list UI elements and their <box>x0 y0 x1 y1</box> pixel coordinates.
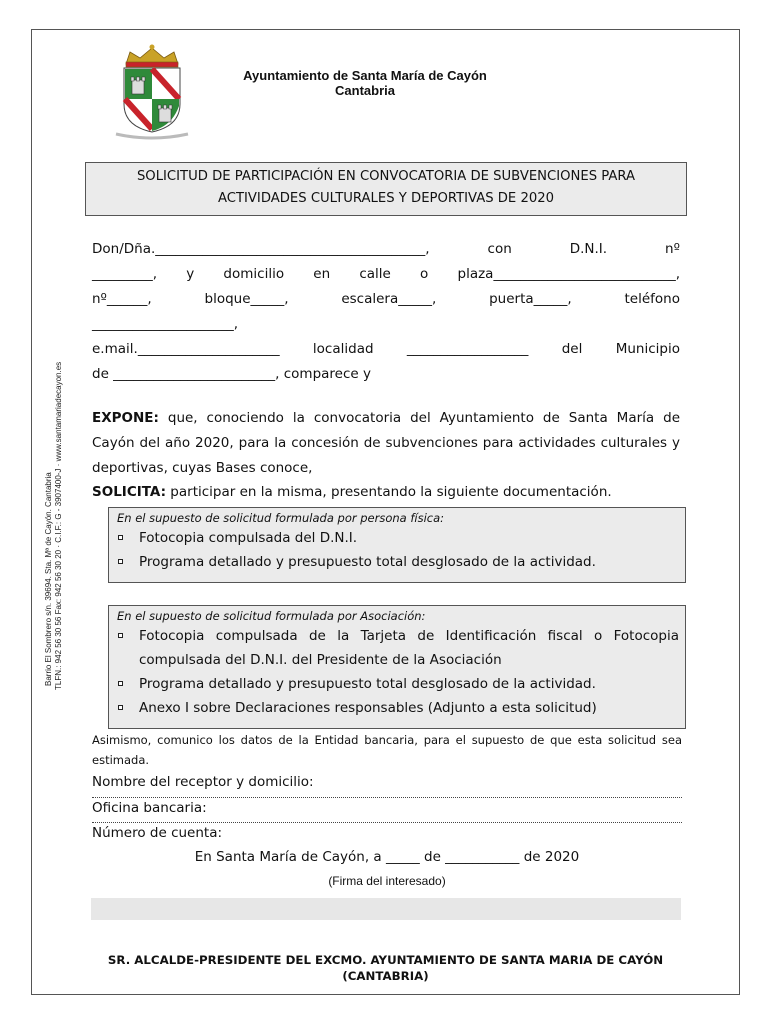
applicant-section <box>92 237 680 387</box>
bank-intro: Asimismo, comunico los datos de la Entidad bancaria, para el supuesto de que esta solicitud sea estimada. <box>92 733 682 767</box>
list-item <box>109 696 685 720</box>
list-item <box>109 624 685 672</box>
side-contact-line2: TLFN.: 942 56 30 56 Fax: 942 56 30 20 · C.I.F.: G - 3907400-J · www.santamariadecayon.es <box>54 361 63 690</box>
list-item-label-continued: compulsada del D.N.I. del Presidente de la Asociación <box>139 652 502 668</box>
list-item <box>109 526 685 550</box>
locality-field[interactable]: __________________ <box>406 341 529 357</box>
text-token: y <box>186 266 195 282</box>
number-field[interactable]: nº______, <box>92 291 152 307</box>
association-heading: En el supuesto de solicitud formulada por Asociación: <box>117 609 426 623</box>
text-token: con <box>487 241 512 257</box>
phone-field[interactable]: _____________________, <box>92 316 239 332</box>
municipality-field[interactable]: de ________________________, comparece y <box>92 366 371 382</box>
solicita-text: participar en la misma, presentando la siguiente documentación. <box>166 484 612 500</box>
expone-text: que, conociendo la convocatoria del Ayuntamiento de Santa María de Cayón del año 2020, para la concesión de subvenciones para actividades culturales y deportivas, cuyas Bases conoce, <box>92 410 680 476</box>
account-number-field[interactable]: Número de cuenta: <box>92 825 223 841</box>
association-box <box>108 605 686 729</box>
physical-person-heading: En el supuesto de solicitud formulada por persona física: <box>117 511 445 525</box>
organization-name: Ayuntamiento de Santa María de Cayón <box>243 68 487 83</box>
form-title-line1: SOLICITUD DE PARTICIPACIÓN EN CONVOCATORIA DE SUBVENCIONES PARA <box>136 169 636 184</box>
text-token: calle <box>359 266 391 282</box>
text-token: en <box>313 266 331 282</box>
text-token: Municipio <box>615 341 680 357</box>
applicant-line-3 <box>92 287 680 312</box>
list-item <box>109 550 685 574</box>
text-token: nº <box>665 241 680 257</box>
checkbox-icon[interactable] <box>118 559 123 564</box>
list-item-label: Programa detallado y presupuesto total desglosado de la actividad. <box>139 554 596 570</box>
checkbox-icon[interactable] <box>118 705 123 710</box>
list-item-label: Anexo I sobre Declaraciones responsables (Adjunto a esta solicitud) <box>139 700 597 716</box>
signature-caption: (Firma del interesado) <box>328 874 446 888</box>
checkbox-icon[interactable] <box>118 535 123 540</box>
recipient-line1: SR. ALCALDE-PRESIDENTE DEL EXCMO. AYUNTAMIENTO DE SANTA MARIA DE CAYÓN <box>107 953 664 967</box>
list-item-label: Fotocopia compulsada del D.N.I. <box>139 530 358 546</box>
place-date-line[interactable]: En Santa María de Cayón, a _____ de ___________ de 2020 <box>194 849 580 865</box>
solicita-paragraph <box>92 480 680 505</box>
dni-field[interactable]: _________, <box>92 266 158 282</box>
text-token: localidad <box>312 341 374 357</box>
side-address-line1: Barrio El Sombrero s/n. 39694. Sta. Mª de Cayón. Cantabria <box>44 472 53 686</box>
signature-area[interactable] <box>91 898 681 920</box>
form-title-line2: ACTIVIDADES CULTURALES Y DEPORTIVAS DE 2020 <box>217 191 555 206</box>
checkbox-icon[interactable] <box>118 681 123 686</box>
applicant-line-1 <box>92 237 680 262</box>
organization-header <box>220 68 510 98</box>
text-token: D.N.I. <box>569 241 608 257</box>
name-field[interactable]: Don/Dña.________________________________________, <box>92 241 430 257</box>
email-field[interactable]: e.mail._____________________ <box>92 341 280 357</box>
checkbox-icon[interactable] <box>118 633 123 638</box>
list-item-label: Fotocopia compulsada de la Tarjeta de Identificación fiscal o Fotocopia <box>139 628 679 644</box>
coat-of-arms-logo <box>112 42 192 142</box>
street-field[interactable]: plaza___________________________, <box>457 266 680 282</box>
bank-office-field[interactable]: Oficina bancaria: <box>92 800 207 816</box>
text-token: teléfono <box>624 291 680 307</box>
organization-region: Cantabria <box>335 83 395 98</box>
stair-field[interactable]: escalera_____, <box>341 291 437 307</box>
physical-person-box <box>108 507 686 583</box>
expone-paragraph <box>92 406 680 481</box>
recipient-footer <box>31 952 740 984</box>
list-item <box>109 672 685 696</box>
text-token: o <box>420 266 429 282</box>
text-token: del <box>561 341 583 357</box>
list-item-label: Programa detallado y presupuesto total desglosado de la actividad. <box>139 676 596 692</box>
recipient-line2: (CANTABRIA) <box>342 969 429 983</box>
applicant-line-5 <box>92 337 680 362</box>
door-field[interactable]: puerta_____, <box>489 291 572 307</box>
text-token: domicilio <box>223 266 285 282</box>
form-title <box>85 162 687 216</box>
applicant-line-2 <box>92 262 680 287</box>
solicita-label: SOLICITA: <box>92 484 167 500</box>
expone-label: EXPONE: <box>92 410 159 426</box>
receptor-field[interactable]: Nombre del receptor y domicilio: <box>92 774 314 790</box>
side-address-text <box>44 362 64 690</box>
block-field[interactable]: bloque_____, <box>204 291 289 307</box>
